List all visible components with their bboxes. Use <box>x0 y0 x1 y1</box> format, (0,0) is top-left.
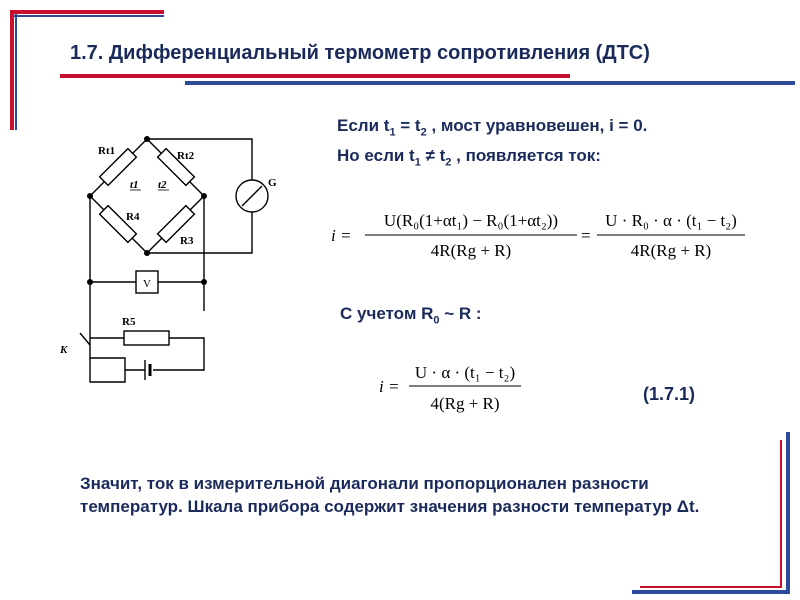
title-blue-underline <box>185 81 795 85</box>
k-label: K <box>60 344 68 356</box>
formula2-denominator: 4(Rg + R) <box>430 394 500 413</box>
current-formula-simplified <box>375 356 535 420</box>
t1-label: t1 <box>130 179 139 191</box>
formula1-equals: = <box>581 226 591 245</box>
rt2-label: Rt2 <box>177 150 195 162</box>
bottom-right-red-vbar <box>780 440 782 588</box>
left-red-bar <box>10 10 14 130</box>
current-formula-full <box>325 198 765 268</box>
r3-label: R3 <box>180 235 194 247</box>
slide-title: 1.7. Дифференциальный термометр сопротивления (ДТС) <box>70 42 650 64</box>
t2-label: t2 <box>158 179 167 191</box>
bridge-circuit-diagram <box>55 125 285 395</box>
conclusion-text: Значит, ток в измерительной диагонали пропорционален разности температур. Шкала прибора содержит значения разности температур Δt. <box>80 474 700 516</box>
approximation-text: С учетом $R_0$ ~ R : <box>340 304 482 327</box>
formula1-numerator-simplified: U · R₀ · α · (t₁ − t₂) <box>605 211 737 230</box>
formula2-lhs: i = <box>379 377 400 396</box>
bottom-right-red-hbar <box>640 586 782 588</box>
title-red-underline <box>60 74 570 78</box>
formula1-denominator-simplified: 4R(Rg + R) <box>630 241 712 260</box>
r4-label: R4 <box>126 211 140 223</box>
left-blue-bar <box>15 14 17 130</box>
bottom-right-blue-hbar <box>632 590 790 594</box>
formula2-numerator: U · α · (t₁ − t₂) <box>414 363 516 382</box>
balanced-condition-text: Если $t_1 = t_2$ , мост уравновешен, i = 0. <box>337 116 648 139</box>
bottom-right-blue-vbar <box>786 432 790 594</box>
r5-label: R5 <box>122 316 136 328</box>
top-left-blue-bar <box>14 15 164 17</box>
formula1-denominator: 4R(Rg + R) <box>430 241 512 260</box>
unbalanced-condition-text: Но если $t_1 \ne t_2$ , появляется ток: <box>337 146 601 169</box>
g-label: G <box>268 177 277 189</box>
formula1-lhs: i = <box>331 226 352 245</box>
rt1-label: Rt1 <box>98 145 116 157</box>
v-label: V <box>143 278 151 290</box>
equation-number: (1.7.1) <box>643 384 696 404</box>
top-left-red-bar <box>14 10 164 14</box>
formula1-numerator: U(R₀(1+αt₁) − R₀(1+αt₂)) <box>383 211 559 230</box>
r5-resistor <box>124 331 169 345</box>
